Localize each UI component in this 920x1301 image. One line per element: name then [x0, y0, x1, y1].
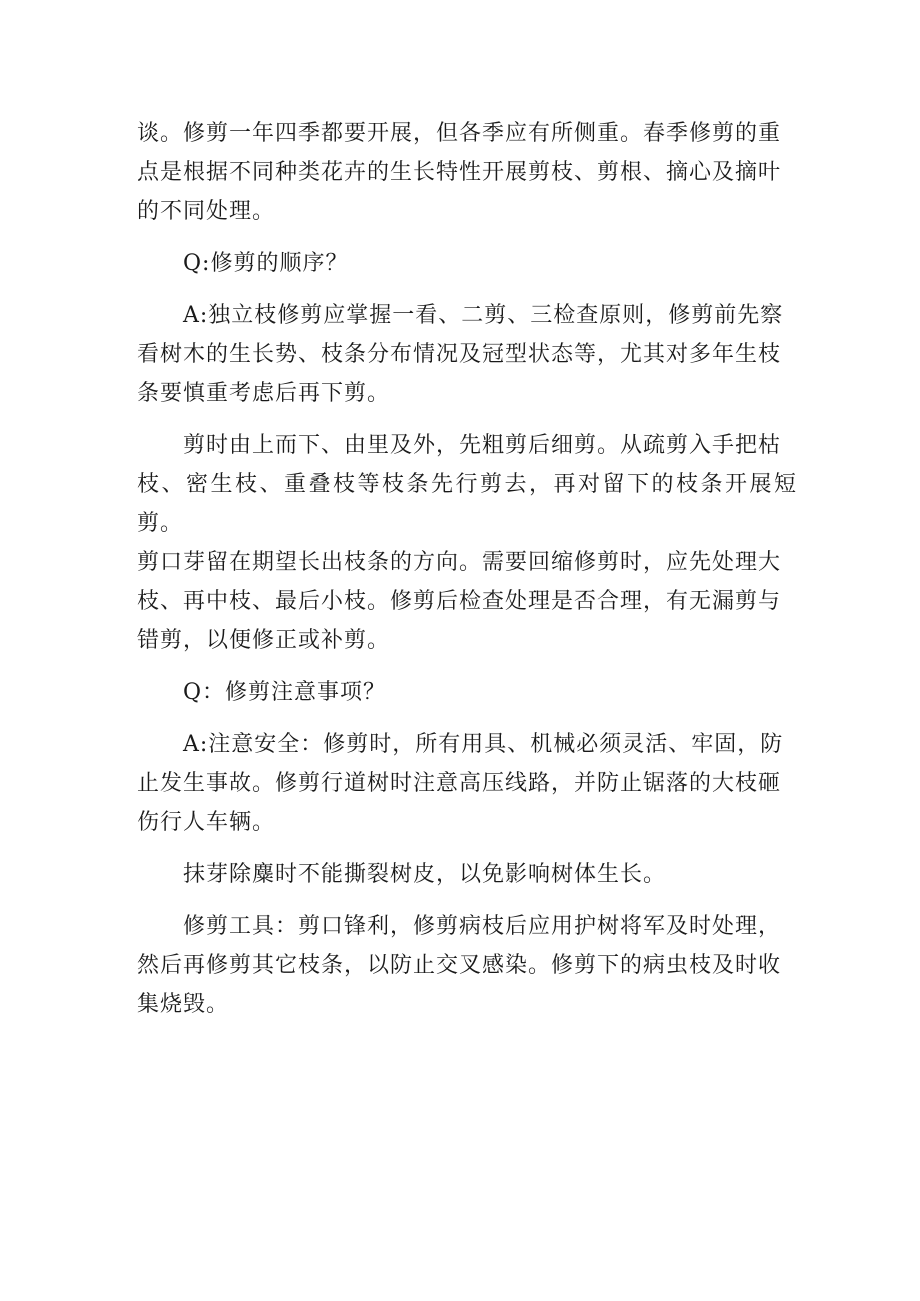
question-pruning-order: Q:修剪的顺序？ [183, 251, 349, 276]
paragraph-pruning-tools: 修剪工具：剪口锋利，修剪病枝后应用护树将军及时处理， 然后再修剪其它枝条，以防止交叉感染。修剪下的病虫枝及时收 集烧毁。 [137, 914, 782, 1017]
document-body [137, 114, 797, 1037]
paragraph-continuation: 谈。修剪一年四季都要开展，但各季应有所侧重。春季修剪的重 点是根据不同种类花卉的生长特性开展剪枝、剪根、摘心及摘叶 的不同处理。 [137, 121, 782, 224]
question-pruning-precautions: Q：修剪注意事项？ [183, 680, 387, 705]
answer-pruning-order: A:独立枝修剪应掌握一看、二剪、三检查原则，修剪前先察 看树木的生长势、枝条分布情况及冠型状态等，尤其对多年生枝 条要慎重考虑后再下剪。 [137, 303, 784, 406]
answer-safety: A:注意安全：修剪时，所有用具、机械必须灵活、牢固，防 止发生事故。修剪行道树时注意高压线路，并防止锯落的大枝砸 伤行人车辆。 [137, 732, 784, 835]
paragraph-pruning-steps: 剪时由上而下、由里及外，先粗剪后细剪。从疏剪入手把枯 枝、密生枝、重叠枝等枝条先行剪去，再对留下的枝条开展短剪。 剪口芽留在期望长出枝条的方向。需要回缩修剪时，应先处理大 枝、再中枝、最后小枝。修剪后检查处理是否合理，有无漏剪与 错剪，以便修正或补剪。 [137, 433, 797, 653]
paragraph-bud-removal: 抹芽除麋时不能撕裂树皮，以免影响树体生长。 [183, 862, 667, 887]
